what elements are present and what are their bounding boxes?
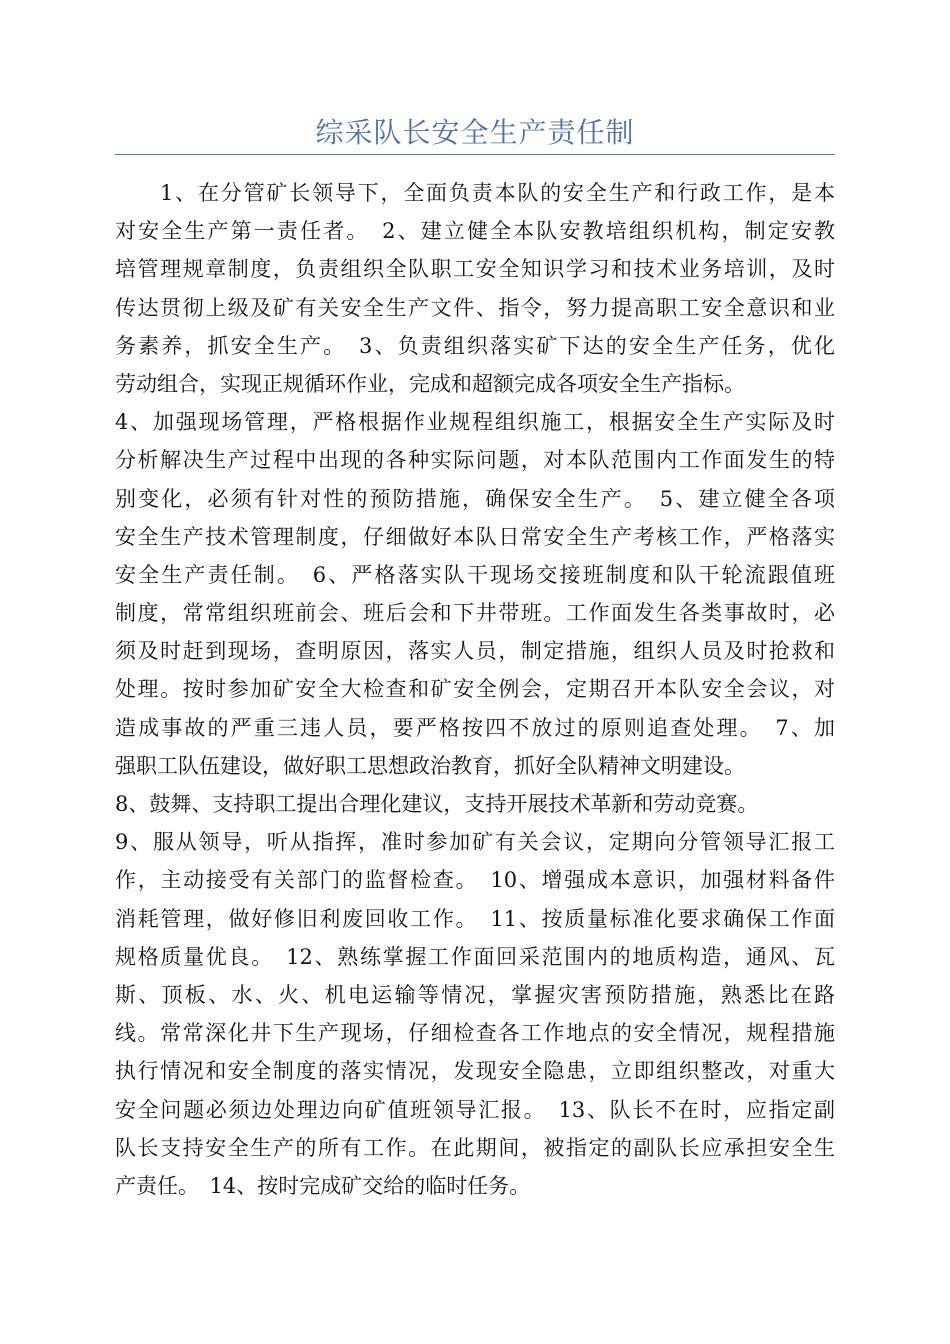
body-line: 处理。按时参加矿安全大检查和矿安全例会，定期召开本队安全会议，对: [115, 677, 835, 702]
body-line: 1、在分管矿长领导下，全面负责本队的安全生产和行政工作，是本: [160, 181, 835, 205]
body-line: 传达贯彻上级及矿有关安全生产文件、指令，努力提高职工安全意识和业: [115, 295, 835, 320]
body-line: 线。常常深化井下生产现场，仔细检查各工作地点的安全情况，规程措施: [115, 1021, 835, 1046]
title-underline: [115, 154, 835, 155]
body-line: 分析解决生产过程中出现的各种实际问题，对本队范围内工作面发生的特: [115, 448, 835, 473]
document-body: [115, 174, 835, 1205]
body-line: 对安全生产第一责任者。 2、建立健全本队安教培组织机构，制定安教: [115, 219, 835, 244]
body-line: 消耗管理，做好修旧利废回收工作。 11、按质量标准化要求确保工作面: [115, 906, 835, 931]
body-line: 须及时赶到现场，查明原因，落实人员，制定措施，组织人员及时抢救和: [115, 639, 835, 664]
document-title: 综采队长安全生产责任制: [315, 116, 635, 149]
body-line: 造成事故的严重三违人员，要严格按四不放过的原则追查处理。 7、加: [115, 715, 835, 740]
body-line: 规格质量优良。 12、熟练掌握工作面回采范围内的地质构造，通风、瓦: [115, 944, 835, 969]
body-line: 培管理规章制度，负责组织全队职工安全知识学习和技术业务培训，及时: [115, 257, 835, 282]
body-line: 4、加强现场管理，严格根据作业规程组织施工，根据安全生产实际及时: [115, 410, 835, 435]
body-line: 安全生产技术管理制度，仔细做好本队日常安全生产考核工作，严格落实: [115, 524, 835, 549]
body-line: 队长支持安全生产的所有工作。在此期间，被指定的副队长应承担安全生: [115, 1135, 835, 1160]
body-line: 制度，常常组织班前会、班后会和下井带班。工作面发生各类事故时，必: [115, 601, 835, 626]
body-line: 务素养，抓安全生产。 3、负责组织落实矿下达的安全生产任务，优化: [115, 333, 835, 358]
body-line: 执行情况和安全制度的落实情况，发现安全隐患，立即组织整改，对重大: [115, 1059, 835, 1084]
body-line: 斯、顶板、水、火、机电运输等情况，掌握灾害预防措施，熟悉比在路: [115, 982, 835, 1007]
body-line: 劳动组合，实现正规循环作业，完成和超额完成各项安全生产指标。: [115, 371, 745, 396]
body-line: 作，主动接受有关部门的监督检查。 10、增强成本意识，加强材料备件: [115, 868, 835, 893]
body-line: 安全生产责任制。 6、严格落实队干现场交接班制度和队干轮流跟值班: [115, 562, 835, 587]
body-line: 产责任。 14、按时完成矿交给的临时任务。: [115, 1173, 531, 1198]
body-line: 安全问题必须边处理边向矿值班领导汇报。 13、队长不在时，应指定副: [115, 1097, 835, 1122]
body-line: 9、服从领导，听从指挥，准时参加矿有关会议，定期向分管领导汇报工: [115, 830, 835, 855]
body-line: 强职工队伍建设，做好职工思想政治教育，抓好全队精神文明建设。: [115, 753, 745, 778]
body-line: 8、鼓舞、支持职工提出合理化建议，支持开展技术革新和劳动竞赛。: [115, 792, 759, 816]
body-line: 别变化，必须有针对性的预防措施，确保安全生产。 5、建立健全各项: [115, 486, 835, 511]
